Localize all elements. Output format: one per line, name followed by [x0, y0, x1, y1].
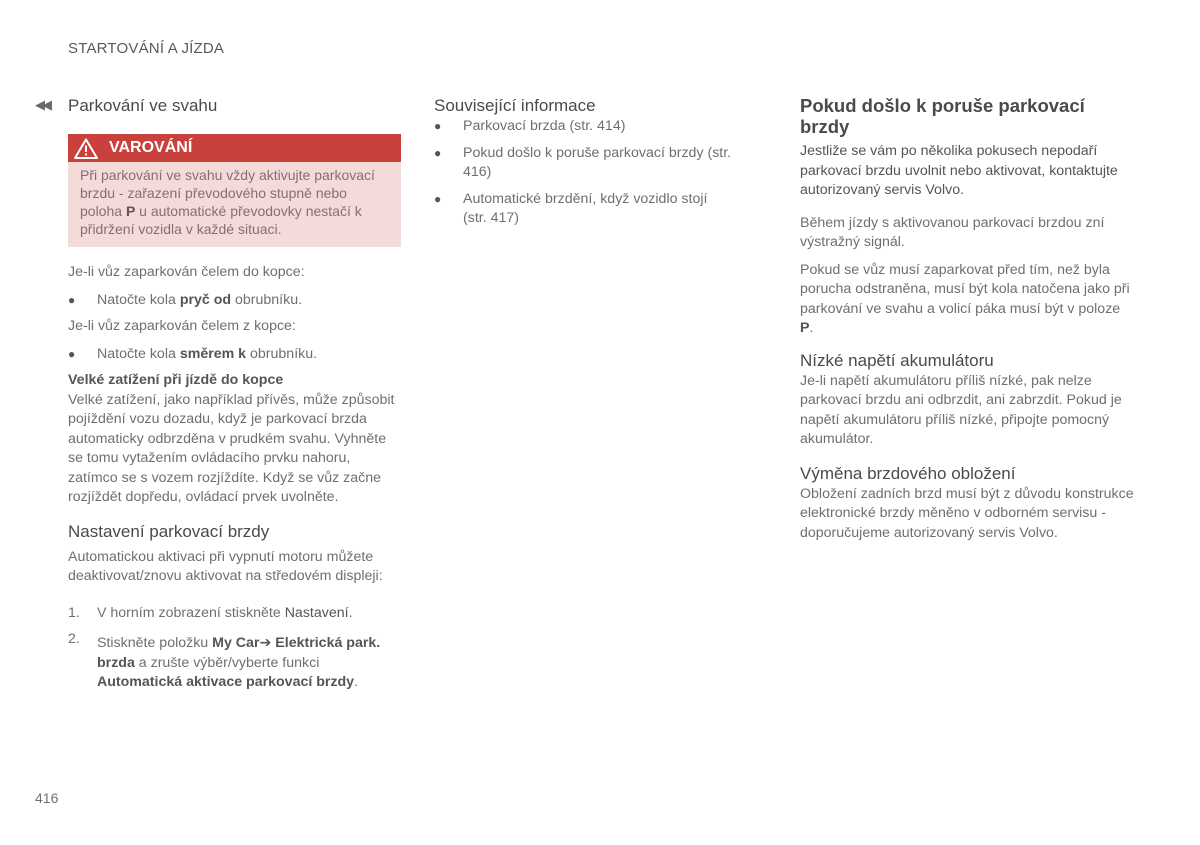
bullet-icon: ●: [68, 346, 76, 361]
heading-brake-pad-replacement: Výměna brzdového obložení: [800, 463, 1016, 483]
text-part: .: [809, 320, 814, 336]
warning-box: [68, 134, 401, 247]
warning-title: VAROVÁNÍ: [109, 139, 193, 157]
paragraph: Je-li vůz zaparkován čelem z kopce:: [68, 318, 296, 334]
text-part: Natočte kola: [97, 345, 180, 362]
text-part: Natočte kola: [97, 291, 180, 308]
heading-low-battery: Nízké napětí akumulátoru: [800, 350, 994, 370]
double-left-arrow-icon[interactable]: ◀◀: [35, 97, 49, 112]
text-part: .: [348, 604, 353, 621]
text-part: Pokud se vůz musí zaparkovat před tím, než byla porucha odstraněna, musí být kola natočena jako při parkování ve svahu a volicí páka musí být v poloze: [800, 261, 1130, 317]
text-bold: P: [800, 320, 810, 336]
column-left: [68, 95, 402, 693]
arrow-right-icon: ➔: [259, 635, 272, 651]
text-bold: My Car: [212, 635, 260, 651]
column-right: [800, 95, 1135, 543]
list-item: [68, 291, 402, 311]
step-number: 1.: [68, 604, 80, 621]
bullet-icon: ●: [434, 145, 442, 160]
bullet-icon: ●: [434, 191, 442, 206]
section-title: STARTOVÁNÍ A JÍZDA: [68, 40, 225, 57]
text-bold: Elektrická park. brzda: [97, 635, 381, 671]
text-emph: Nastavení: [284, 604, 349, 621]
heading-parking-brake-fault: Pokud došlo k poruše parkovací brzdy: [800, 95, 1085, 137]
warning-triangle-icon: [74, 137, 99, 159]
intro-paragraph: Jestliže se vám po několika pokusech nepodaří parkovací brzdu uvolnit nebo aktivovat, kontaktujte autorizovaný servis Volvo.: [800, 143, 1118, 198]
paragraph: Je-li vůz zaparkován čelem do kopce:: [68, 264, 305, 280]
related-link[interactable]: [434, 117, 734, 137]
step-item: [68, 631, 402, 693]
page-number: 416: [35, 790, 59, 806]
warning-text-bold: P: [125, 203, 136, 219]
text-part: .: [354, 674, 359, 690]
bullet-icon: ●: [68, 292, 76, 307]
warning-text-part: Při parkování ve svahu vždy aktivujte parkovací brzdu - zařazení převodového stupně nebo poloha: [80, 167, 375, 219]
related-link-text[interactable]: Pokud došlo k poruše parkovací brzdy (str. 416): [463, 144, 732, 180]
paragraph: Během jízdy s aktivovanou parkovací brzdou zní výstražný signál.: [800, 214, 1105, 250]
warning-header: [68, 134, 401, 162]
related-link-text[interactable]: Parkovací brzda (str. 414): [463, 118, 626, 134]
list-item-text: [97, 291, 302, 311]
paragraph: Velké zatížení, jako například přívěs, může způsobit pojíždění vozu dozadu, když je parkovací brzda automaticky odbrzděna v prudkém svahu. Vyhněte se tomu vytažením ovládacího prvku nahoru, zatímco se s vozem rozjíždíte. Když se vůz začne rozjíždět dopředu, ovládací prvek uvolněte.: [68, 391, 395, 505]
paragraph: Obložení zadních brzd musí být z důvodu konstrukce elektronické brzdy měněno v odborném servisu - doporučujeme autorizovaný servis Volvo.: [800, 485, 1134, 541]
text-part: V horním zobrazení stiskněte: [97, 604, 285, 621]
text-part: obrubníku.: [231, 291, 303, 308]
text-bold: pryč od: [179, 291, 232, 308]
heading-related-info: Související informace: [434, 96, 596, 115]
related-link[interactable]: [434, 144, 734, 183]
text-part: obrubníku.: [246, 345, 318, 362]
step-number: 2.: [68, 631, 80, 647]
list-item: [68, 345, 402, 365]
paragraph: Automatickou aktivaci při vypnutí motoru můžete deaktivovat/znovu aktivovat na středovém displeji:: [68, 548, 383, 584]
related-link-text[interactable]: Automatické brzdění, když vozidlo stojí (str. 417): [463, 190, 708, 226]
heading-parking-on-slope: Parkování ve svahu: [68, 96, 218, 115]
text-part: a zrušte výběr/vyberte funkci: [134, 654, 320, 671]
heading-parking-brake-settings: Nastavení parkovací brzdy: [68, 521, 270, 541]
paragraph: Je-li napětí akumulátoru příliš nízké, pak nelze parkovací brzdu ani odbrzdit, ani zabrzdit. Pokud je napětí akumulátoru příliš nízké, připojte pomocný akumulátor.: [800, 372, 1122, 447]
paragraph: [800, 261, 1135, 339]
step-text: [97, 604, 353, 624]
column-middle: [434, 95, 734, 229]
bullet-icon: ●: [434, 119, 442, 133]
list-item-text: [97, 345, 317, 365]
step-item: [68, 604, 402, 624]
step-text: [97, 634, 402, 693]
text-bold: směrem k: [179, 345, 247, 362]
text-bold: Automatická aktivace parkovací brzdy: [97, 674, 355, 690]
related-link[interactable]: [434, 190, 734, 229]
warning-text: [68, 162, 401, 247]
warning-text-part: u automatické převodovky nestačí k přidržení vozidla v každé situaci.: [80, 203, 362, 237]
subheading: Velké zatížení při jízdě do kopce: [68, 372, 284, 388]
text-part: Stiskněte položku: [97, 635, 213, 651]
